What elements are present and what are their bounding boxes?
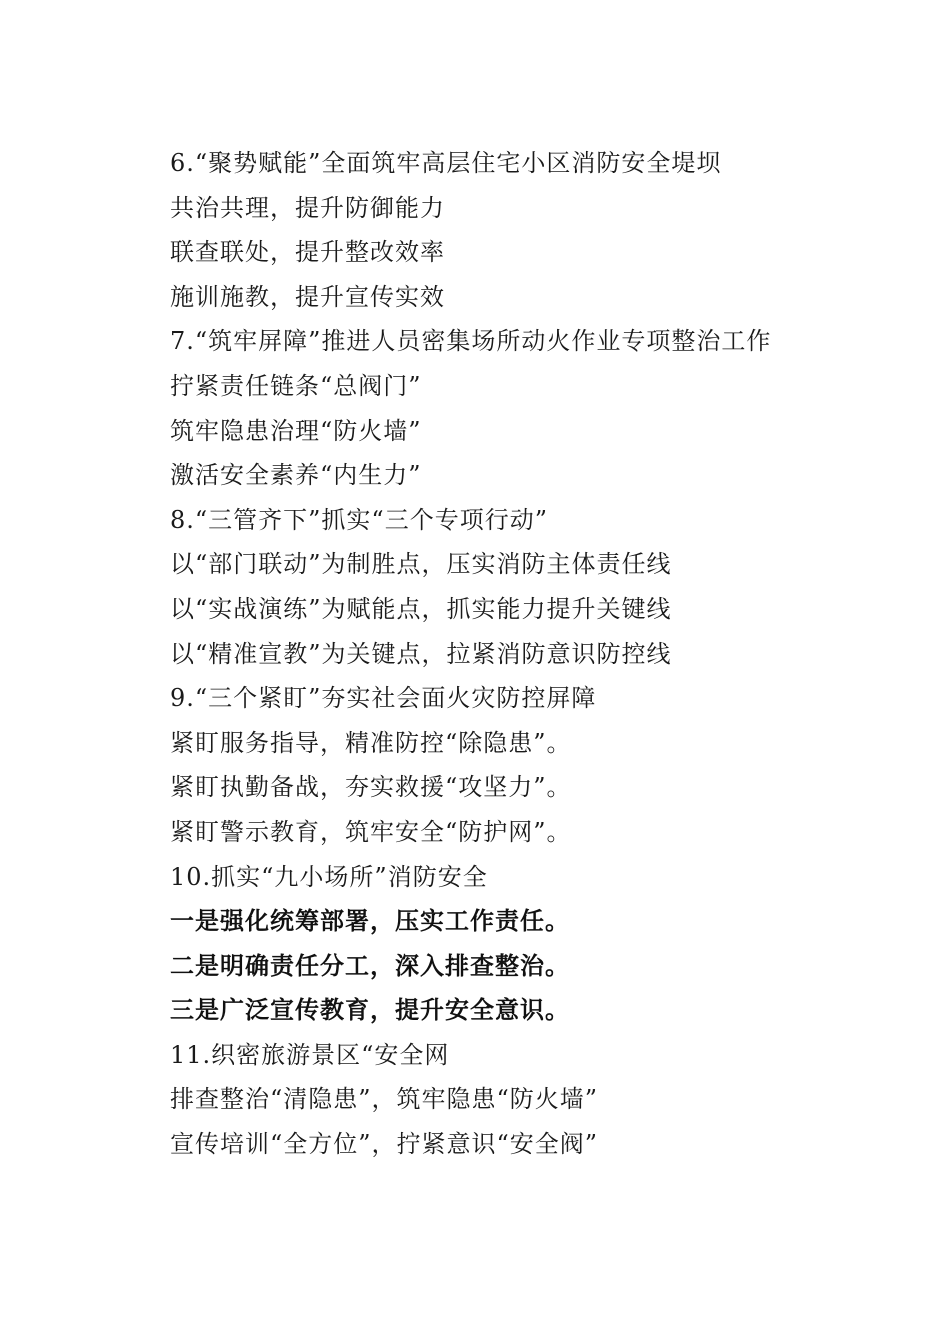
text-line: 排查整治“清隐患”，筑牢隐患“防火墙”: [170, 1085, 599, 1114]
section-heading-8: 8.“三管齐下”抓实“三个专项行动”: [170, 505, 548, 534]
text-line: 共治共理，提升防御能力: [170, 193, 445, 222]
section-heading-7: 7.“筑牢屏障”推进人员密集场所动火作业专项整治工作: [170, 327, 772, 356]
text-line: 联查联处，提升整改效率: [170, 238, 445, 267]
bold-text-line: 三是广泛宣传教育，提升安全意识。: [170, 995, 570, 1025]
text-line: 以“实战演练”为赋能点，抓实能力提升关键线: [170, 594, 672, 623]
text-line: 以“部门联动”为制胜点，压实消防主体责任线: [170, 550, 672, 579]
bold-text-line: 一是强化统筹部署，压实工作责任。: [170, 906, 570, 936]
text-line: 施训施教，提升宣传实效: [170, 282, 445, 311]
text-line: 激活安全素养“内生力”: [170, 461, 422, 490]
text-line: 以“精准宣教”为关键点，拉紧消防意识防控线: [170, 639, 672, 668]
text-line: 紧盯执勤备战，夯实救援“攻坚力”。: [170, 773, 572, 802]
section-heading-10: 10.抓实“九小场所”消防安全: [170, 862, 488, 891]
text-line: 筑牢隐患治理“防火墙”: [170, 416, 422, 445]
document-body: [170, 141, 870, 1167]
text-line: 紧盯服务指导，精准防控“除隐患”。: [170, 728, 572, 757]
section-heading-9: 9.“三个紧盯”夯实社会面火灾防控屏障: [170, 684, 597, 713]
text-line: 拧紧责任链条“总阀门”: [170, 371, 422, 400]
text-line: 紧盯警示教育，筑牢安全“防护网”。: [170, 817, 572, 846]
section-heading-11: 11.织密旅游景区“安全网: [170, 1040, 450, 1069]
section-heading-6: 6.“聚势赋能”全面筑牢高层住宅小区消防安全堤坝: [170, 149, 722, 177]
bold-text-line: 二是明确责任分工，深入排查整治。: [170, 950, 570, 980]
text-line: 宣传培训“全方位”，拧紧意识“安全阀”: [170, 1130, 599, 1159]
